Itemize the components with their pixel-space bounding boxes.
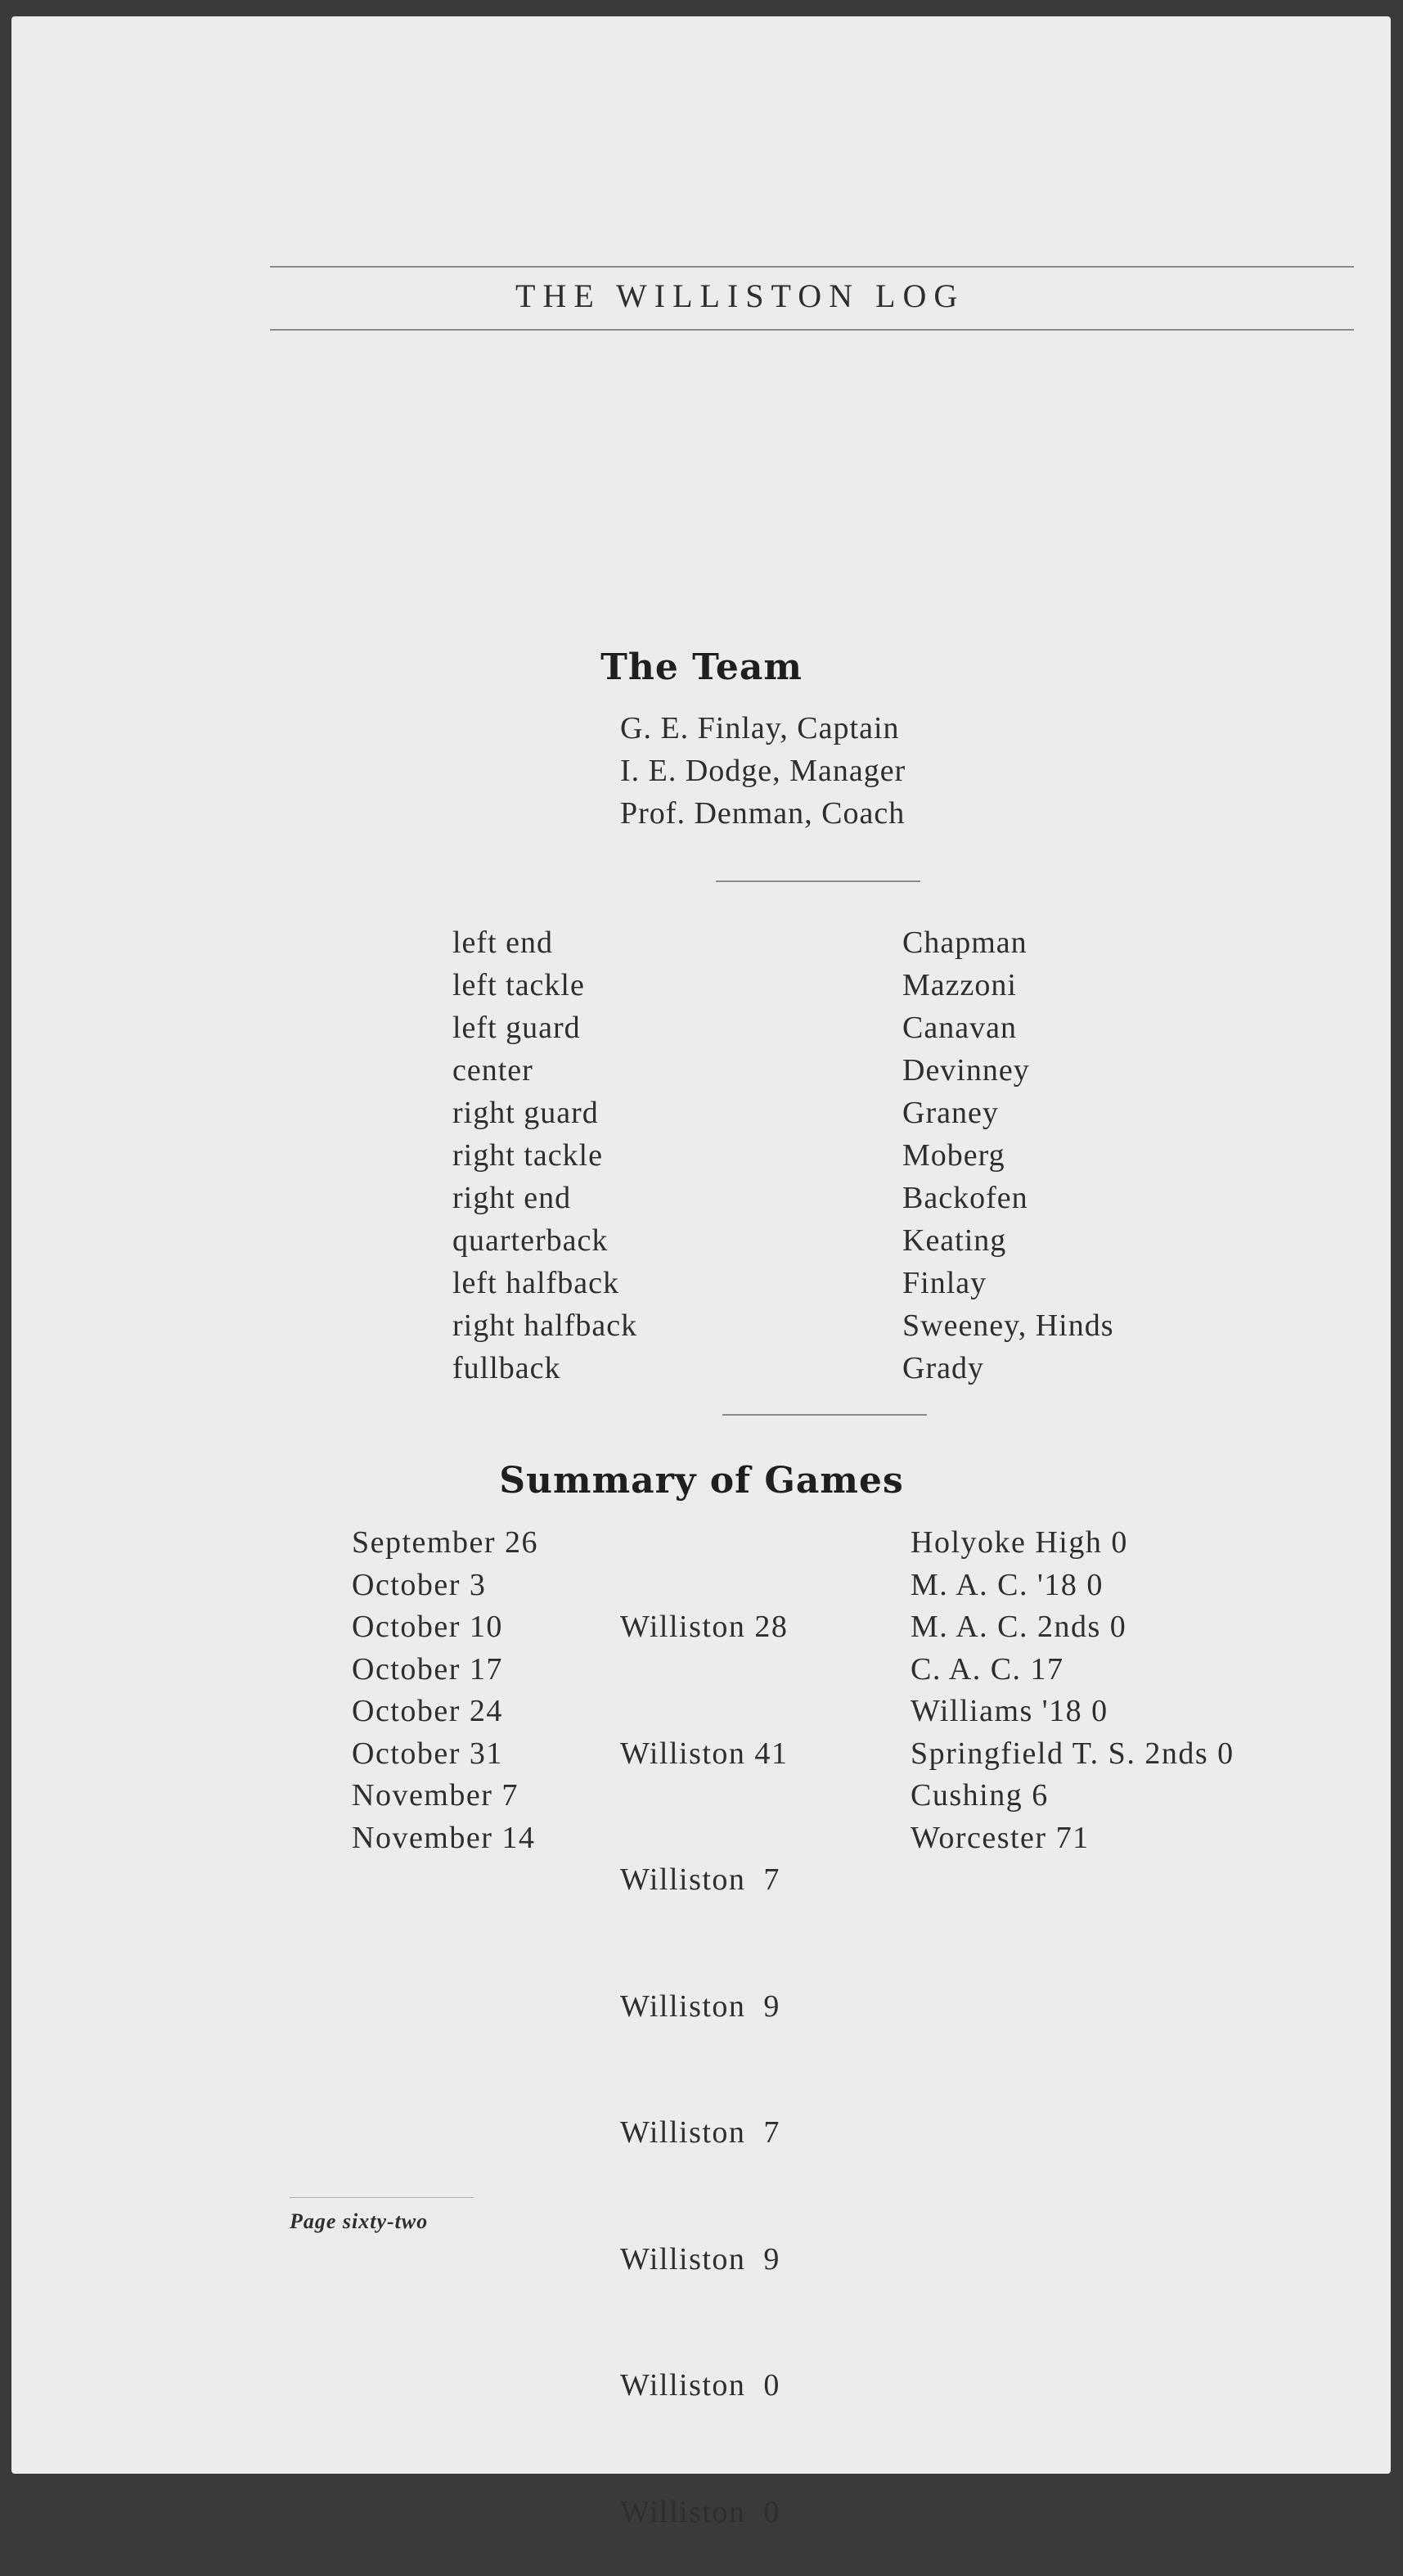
position-item: left guard [452, 1011, 581, 1045]
summary-divider [722, 1414, 927, 1416]
opponent-score: Springfield T. S. 2nds 0 [911, 1736, 1234, 1771]
game-date: October 17 [352, 1651, 503, 1687]
player-item: Canavan [902, 1011, 1017, 1045]
williston-score: Williston 28 [620, 1610, 789, 1644]
williston-score: Williston 9 [620, 2241, 780, 2277]
players-column [902, 921, 1114, 1389]
opponent-score: Williams '18 0 [911, 1694, 1108, 1728]
staff-manager: I. E. Dodge, Manager [620, 754, 906, 788]
header-bottom-rule [270, 329, 1354, 331]
opponent-score: Holyoke High 0 [911, 1525, 1128, 1560]
position-item: right guard [452, 1096, 599, 1130]
team-heading: The Team [600, 646, 803, 688]
williston-score: Williston 41 [620, 1736, 789, 1771]
team-staff-list [620, 707, 906, 835]
position-item: right end [452, 1181, 572, 1215]
game-date: October 10 [352, 1610, 503, 1644]
game-date: November 14 [352, 1820, 536, 1855]
position-item: fullback [452, 1351, 561, 1385]
game-dates-column [352, 1522, 538, 1859]
opponent-score: M. A. C. '18 0 [911, 1567, 1104, 1602]
team-divider [716, 880, 920, 882]
player-item: Finlay [902, 1266, 987, 1300]
staff-coach: Prof. Denman, Coach [620, 796, 906, 831]
position-item: left end [452, 925, 554, 960]
player-item: Chapman [902, 925, 1028, 960]
player-item: Devinney [902, 1053, 1030, 1088]
running-title: THE WILLISTON LOG [515, 277, 965, 314]
williston-score: Williston 0 [620, 2494, 780, 2529]
player-item: Mazzoni [902, 968, 1017, 1002]
game-date: October 31 [352, 1736, 503, 1771]
positions-column [452, 921, 637, 1389]
opponents-column [911, 1522, 1234, 1859]
williston-score: Williston 7 [620, 1862, 780, 1897]
player-item: Keating [902, 1223, 1007, 1258]
williston-score: Williston 7 [620, 2115, 780, 2150]
opponent-score: M. A. C. 2nds 0 [911, 1610, 1127, 1644]
header-top-rule [270, 266, 1354, 268]
staff-captain: G. E. Finlay, Captain [620, 711, 900, 745]
williston-scores-column [620, 1522, 788, 2576]
williston-score: Williston 9 [620, 1988, 780, 2024]
player-item: Moberg [902, 1138, 1005, 1173]
game-date: November 7 [352, 1778, 519, 1813]
player-item: Grady [902, 1351, 984, 1385]
williston-score: Williston 0 [620, 2368, 780, 2403]
position-item: quarterback [452, 1223, 609, 1258]
player-item: Sweeney, Hinds [902, 1308, 1114, 1343]
player-item: Graney [902, 1096, 999, 1130]
opponent-score: C. A. C. 17 [911, 1651, 1064, 1687]
position-item: left halfback [452, 1266, 619, 1300]
player-item: Backofen [902, 1181, 1028, 1215]
game-date: September 26 [352, 1525, 539, 1560]
position-item: right tackle [452, 1138, 603, 1173]
opponent-score: Cushing 6 [911, 1778, 1049, 1813]
position-item: right halfback [452, 1308, 638, 1343]
page-number-label: Page sixty-two [290, 2209, 429, 2233]
opponent-score: Worcester 71 [911, 1820, 1090, 1855]
position-item: center [452, 1053, 533, 1088]
summary-heading: Summary of Games [499, 1460, 904, 1502]
position-item: left tackle [452, 968, 585, 1002]
footer-rule [290, 2197, 474, 2198]
game-date: October 24 [352, 1694, 503, 1728]
game-date: October 3 [352, 1567, 487, 1602]
